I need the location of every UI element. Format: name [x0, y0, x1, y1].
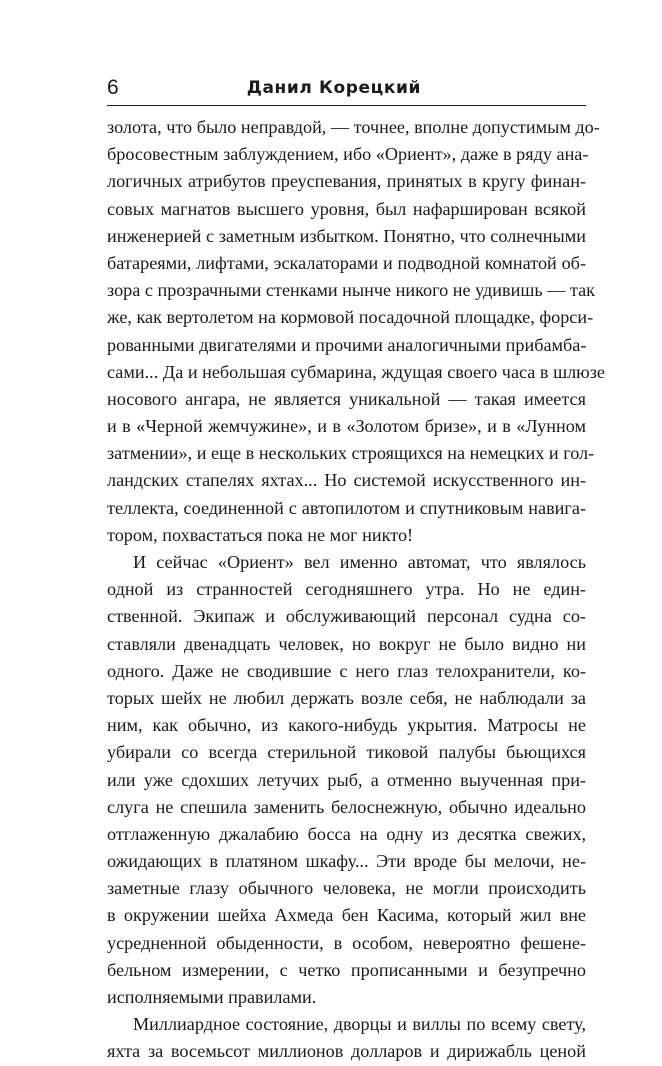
text-line: усредненной обыденности, в особом, невероятно фешене-	[107, 932, 586, 953]
running-header	[107, 74, 586, 104]
text-line: логичных атрибутов преуспевания, принятых в кругу финан-	[107, 171, 586, 192]
text-line: инженерией с заметным избытком. Понятно, что солнечными	[107, 225, 586, 246]
text-line: ставляли двенадцать человек, но вокруг не было видно ни	[107, 633, 586, 654]
text-line: в окружении шейха Ахмеда бен Касима, который жил вне	[107, 905, 586, 926]
text-line: теллекта, соединенной с автопилотом и спутниковым навига-	[107, 497, 586, 518]
text-line: заметные глазу обычного человека, не могли происходить	[107, 878, 586, 899]
text-line: одной из странностей сегодняшнего утра. Но не един-	[107, 579, 586, 600]
text-line: сами... Да и небольшая субмарина, ждущая своего часа в шлюзе	[107, 361, 605, 382]
text-line: бросовестным заблуждением, ибо «Ориент», даже в ряду ана-	[107, 144, 589, 165]
text-line: совых магнатов высшего уровня, был нафарширован всякой	[107, 198, 586, 219]
author-name: Данил Корецкий	[246, 78, 421, 98]
paragraph	[107, 114, 605, 549]
text-line: исполняемыми правилами.	[107, 987, 317, 1007]
page-number: 6	[107, 76, 119, 99]
text-line: ним, как обычно, из какого-нибудь укрытия. Матросы не	[107, 715, 586, 736]
text-line: рованными двигателями и прочими аналогичными прибамба-	[107, 334, 587, 355]
text-line: ожидающих в платяном шкафу... Эти вроде бы мелочи, не-	[107, 851, 586, 872]
text-line: носового ангара, не является уникальной — такая имеется	[107, 388, 586, 409]
text-line: затмении», и еще в нескольких строящихся на немецких и гол-	[107, 443, 595, 464]
header-rule	[107, 105, 586, 106]
text-line: или уже сдохших летучих рыб, а отменно выученная при-	[107, 769, 586, 790]
text-line: торых шейх не любил держать возле себя, не наблюдали за	[107, 687, 586, 708]
text-line: отглаженную джалабию босса на одну из десятка свежих,	[107, 823, 586, 844]
paragraph	[107, 549, 586, 1011]
text-line: яхта за восемьсот миллионов долларов и дирижабль ценой	[107, 1041, 586, 1062]
text-line: И сейчас «Ориент» вел именно автомат, что являлось	[133, 552, 586, 572]
text-line: убирали со всегда стерильной тиковой палубы бьющихся	[107, 742, 586, 763]
text-line: батареями, лифтами, эскалаторами и подводной комнатой об-	[107, 252, 586, 273]
text-line: же, как вертолетом на кормовой посадочной площадке, форси-	[107, 307, 594, 328]
text-line: и в «Черной жемчужине», и в «Золотом бризе», и в «Лунном	[107, 416, 586, 437]
text-line: тором, похвастаться пока не мог никто!	[107, 524, 414, 545]
text-line: ландских стапелях яхтах... Но системой искусственного ин-	[107, 470, 586, 491]
text-line: бельном измерении, с четко прописанными и безупречно	[107, 959, 586, 980]
paragraph	[107, 1011, 586, 1065]
body-text	[107, 114, 605, 1066]
text-line: слуга не спешила заменить белоснежную, обычно идеально	[107, 796, 586, 817]
text-line: одного. Даже не сводившие с него глаз телохранители, ко-	[107, 660, 586, 681]
text-line: Миллиардное состояние, дворцы и виллы по всему свету,	[133, 1014, 586, 1035]
text-line: золота, что было неправдой, — точнее, вполне допустимым до-	[107, 117, 600, 137]
text-line: зора с прозрачными стенками нынче никого не удивишь — так	[107, 280, 596, 301]
text-line: ственной. Экипаж и обслуживающий персонал судна со-	[107, 606, 586, 627]
